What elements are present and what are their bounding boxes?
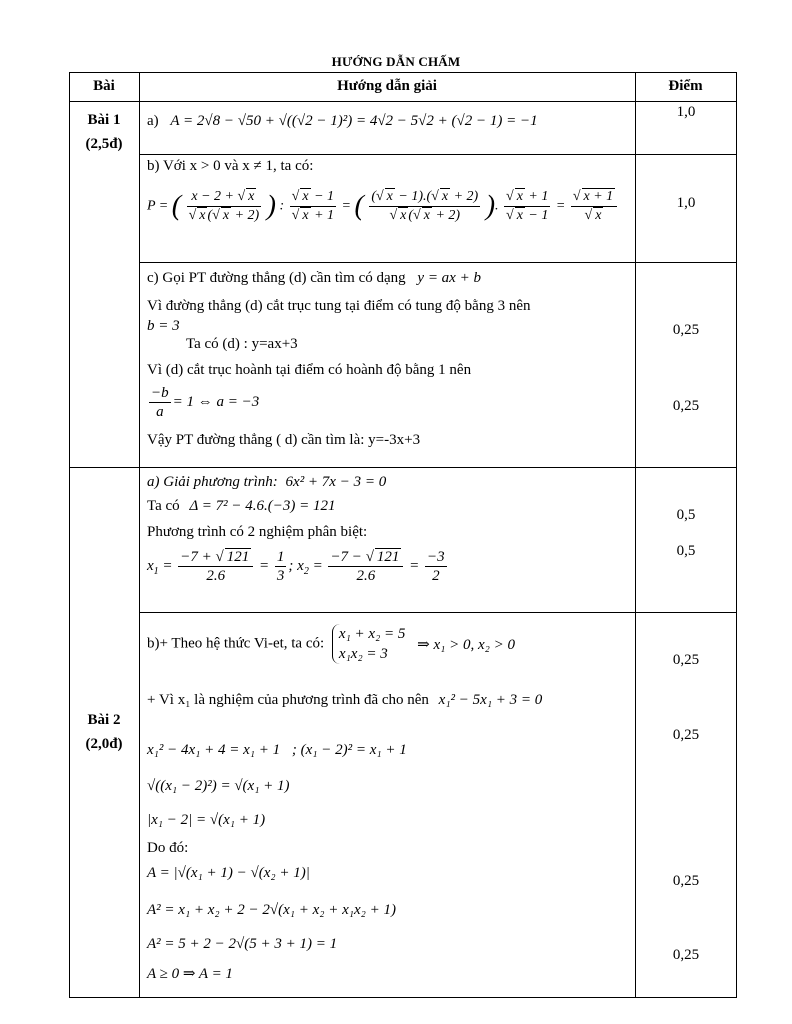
bai2-b-line7: A = |√(x₁ + 1) − √(x₂ + 1)| — [147, 865, 310, 881]
bai2-a-roots: $x_1$ = $\frac{-7 + √ 121}{2.6}$ = $\frac{1}{3}$ ; $x_2$ = $\frac{-7 - √ 121}{2.6}$ = $\frac{-3}{2}$ — [147, 549, 445, 584]
score-1c-2: 0,25 — [672, 398, 700, 414]
score-2b-2: 0,25 — [672, 727, 700, 743]
score-2a-1: 0,5 — [676, 507, 696, 523]
bai2-a-line3: Phương trình có 2 nghiệm phân biệt: — [147, 524, 368, 540]
bai2-b-line6: Do đó: — [147, 840, 189, 856]
bai1-c-line4: Ta có (d) : y=ax+3 — [186, 336, 298, 352]
bai2-b-line9: A² = 5 + 2 − 2√(5 + 3 + 1) = 1 — [147, 936, 338, 952]
header-diem: Điểm — [668, 78, 703, 94]
score-1a: 1,0 — [676, 104, 696, 120]
bai1-b-expr: P = ( $\frac{x - 2 + √ x}{√ x (√ x + 2)}$ ) : $\frac{√ x - 1}{√ x + 1}$ = ( $\frac{(√ x - 1).(√ x + 2)}{√ x (√ x + 2)}$ ). $\frac{√ x + 1}{√ x - 1}$ = $\frac{√ x + 1}{√ x}$ — [147, 188, 619, 225]
bai2-a-line1: a) Giải phương trình: 6x² + 7x − 3 = 0 — [147, 474, 387, 490]
score-2b-3: 0,25 — [672, 873, 700, 889]
bai2-b-line1: b)+ Theo hệ thức Vi-et, ta có: x₁ + x₂ = 5 x₁x₂ = 3 ⇒ x₁ > 0, x₂ > 0 — [147, 626, 515, 662]
score-1c-1: 0,25 — [672, 322, 700, 338]
vieta-system: x₁ + x₂ = 5 x₁x₂ = 3 — [332, 624, 406, 664]
bai1-a-expr: A = 2√8 − √50 + √((√2 − 1)²) = 4√2 − 5√2 + (√2 − 1) = −1 — [170, 113, 538, 129]
bai2-label: Bài 2 (2,0đ) — [85, 712, 123, 752]
bai1-a-line: a) A = 2√8 − √50 + √((√2 − 1)²) = 4√2 − 5√2 + (√2 − 1) = −1 — [147, 113, 538, 129]
bai2-b-line10: A ≥ 0 ⇒ A = 1 — [147, 966, 233, 982]
bai1-b-intro: b) Với x > 0 và x ≠ 1, ta có: — [147, 158, 314, 174]
bai2-b-line4: √((x₁ − 2)²) = √(x₁ + 1) — [147, 778, 290, 794]
bai2-a-line2: Ta có Δ = 7² − 4.6.(−3) = 121 — [147, 498, 336, 514]
bai1-c-line2: Vì đường thẳng (d) cắt trục tung tại điểm có tung độ bằng 3 nên — [147, 298, 531, 314]
bai1-c-line5: Vì (d) cắt trục hoành tại điểm có hoành độ bằng 1 nên — [147, 362, 472, 378]
page-title: HƯỚNG DẪN CHẤM — [331, 54, 461, 69]
bai1-c-line6: $\frac{-b}{a}$ = 1 ⇔ a = −3 — [151, 385, 260, 420]
score-2a-2: 0,5 — [676, 543, 696, 559]
score-1b: 1,0 — [676, 195, 696, 211]
score-2b-1: 0,25 — [672, 652, 700, 668]
bai1-label: Bài 1 (2,5đ) — [85, 112, 123, 152]
header-huong-dan: Hướng dẫn giải — [337, 78, 437, 94]
bai1-c-line7: Vậy PT đường thẳng ( d) cần tìm là: y=-3x+3 — [147, 432, 421, 448]
bai2-b-line3: x₁² − 4x₁ + 4 = x₁ + 1 ; (x₁ − 2)² = x₁ + 1 — [147, 742, 407, 758]
bai2-b-line8: A² = x₁ + x₂ + 2 − 2√(x₁ + x₂ + x₁x₂ + 1) — [147, 902, 396, 918]
score-2b-4: 0,25 — [672, 947, 700, 963]
header-bai: Bài — [93, 78, 115, 94]
bai1-c-line3: b = 3 — [147, 318, 180, 334]
bai2-b-line5: |x₁ − 2| = √(x₁ + 1) — [147, 812, 266, 828]
bai2-b-line2: + Vì x₁ là nghiệm của phương trình đã cho nên x₁² − 5x₁ + 3 = 0 — [147, 692, 543, 708]
bai1-c-line1: c) Gọi PT đường thẳng (d) cần tìm có dạng y = ax + b — [147, 270, 481, 286]
